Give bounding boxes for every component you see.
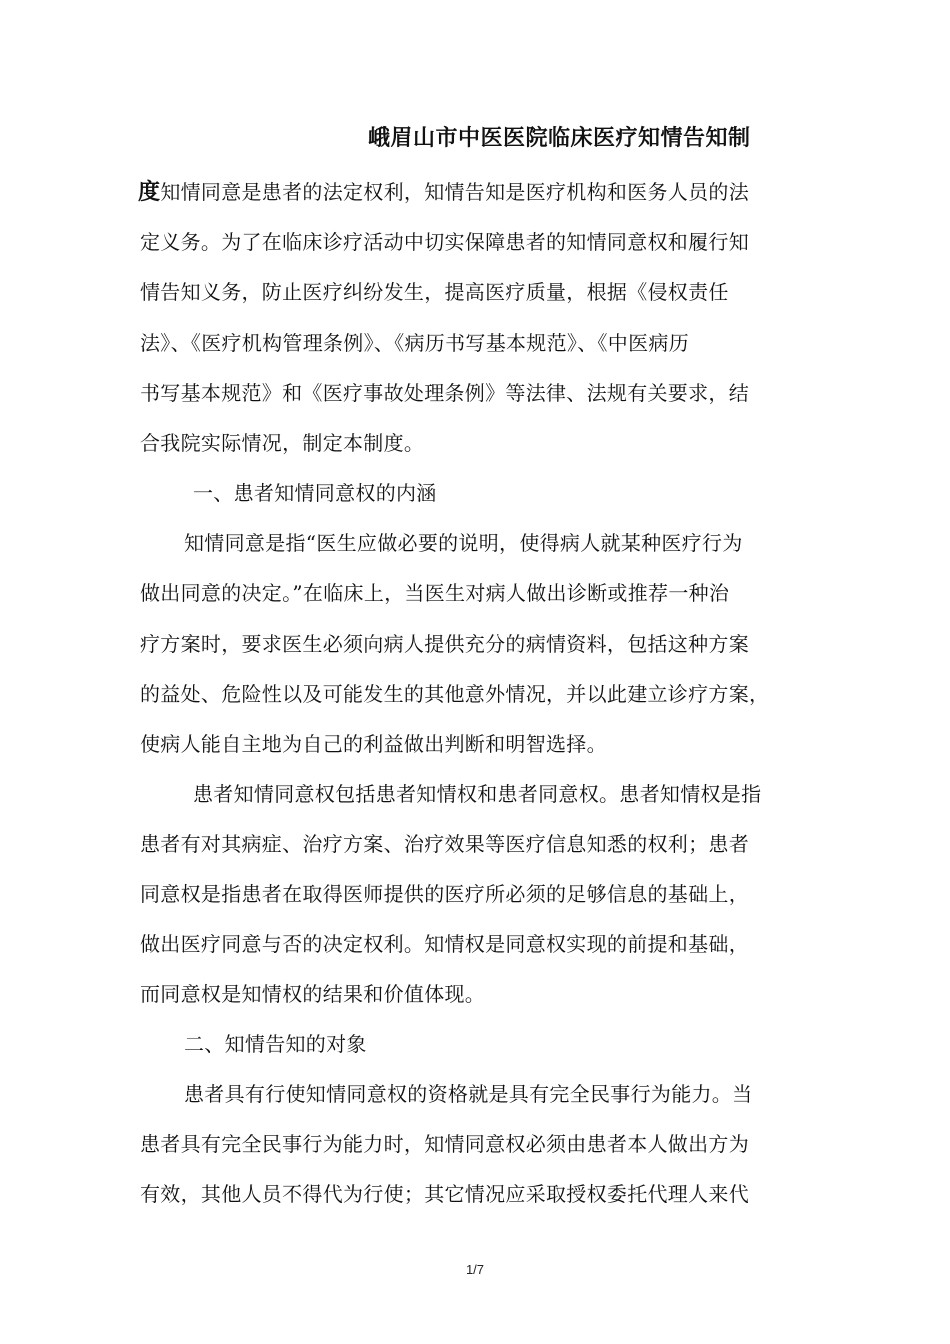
paragraph-line-5: 书写基本规范》和《医疗事故处理条例》等法律、法规有关要求，结 [140,381,749,405]
paragraph-line-20: 患者具有完全民事行为能力时，知情同意权必须由患者本人做出方为 [140,1132,749,1156]
page-number: 1/7 [465,1262,485,1277]
paragraph-line-11: 的益处、危险性以及可能发生的其他意外情况，并以此建立诊疗方案， [140,682,770,706]
paragraph-line-13: 患者知情同意权包括患者知情权和患者同意权。患者知情权是指 [193,782,762,806]
paragraph-line-9: 做出同意的决定。”在临床上，当医生对病人做出诊断或推荐一种治 [140,581,730,605]
paragraph-line-16: 做出医疗同意与否的决定权利。知情权是同意权实现的前提和基础， [140,932,749,956]
section-heading-1: 一、患者知情同意权的内涵 [193,481,437,505]
paragraph-line-4: 法》、《医疗机构管理条例》、《病历书写基本规范》、《中医病历 [140,331,689,355]
paragraph-line-21: 有效，其他人员不得代为行使；其它情况应采取授权委托代理人来代 [140,1182,749,1206]
paragraph-line-10: 疗方案时，要求医生必须向病人提供充分的病情资料，包括这种方案 [140,632,749,656]
paragraph-line-2: 定义务。为了在临床诊疗活动中切实保障患者的知情同意权和履行知 [140,230,749,254]
paragraph-line-1 [138,175,749,206]
paragraph-line-15: 同意权是指患者在取得医师提供的医疗所必须的足够信息的基础上， [140,882,749,906]
paragraph-line-14: 患者有对其病症、治疗方案、治疗效果等医疗信息知悉的权利；患者 [140,832,749,856]
paragraph-line-19: 患者具有行使知情同意权的资格就是具有完全民事行为能力。当 [184,1082,753,1106]
paragraph-line-3: 情告知义务，防止医疗纠纷发生，提高医疗质量，根据《侵权责任 [140,280,729,304]
paragraph-line-8: 知情同意是指“医生应做必要的说明，使得病人就某种医疗行为 [184,531,743,555]
paragraph-line-17: 而同意权是知情权的结果和价值体现。 [140,982,486,1006]
section-heading-2: 二、知情告知的对象 [184,1032,367,1056]
title-continuation: 度 [138,180,161,205]
line-text: 知情同意是患者的法定权利，知情告知是医疗机构和医务人员的法 [160,180,750,204]
paragraph-line-6: 合我院实际情况，制定本制度。 [140,431,425,455]
paragraph-line-12: 使病人能自主地为自己的利益做出判断和明智选择。 [140,732,607,756]
document-title: 峨眉山市中医医院临床医疗知情告知制 [368,126,751,151]
